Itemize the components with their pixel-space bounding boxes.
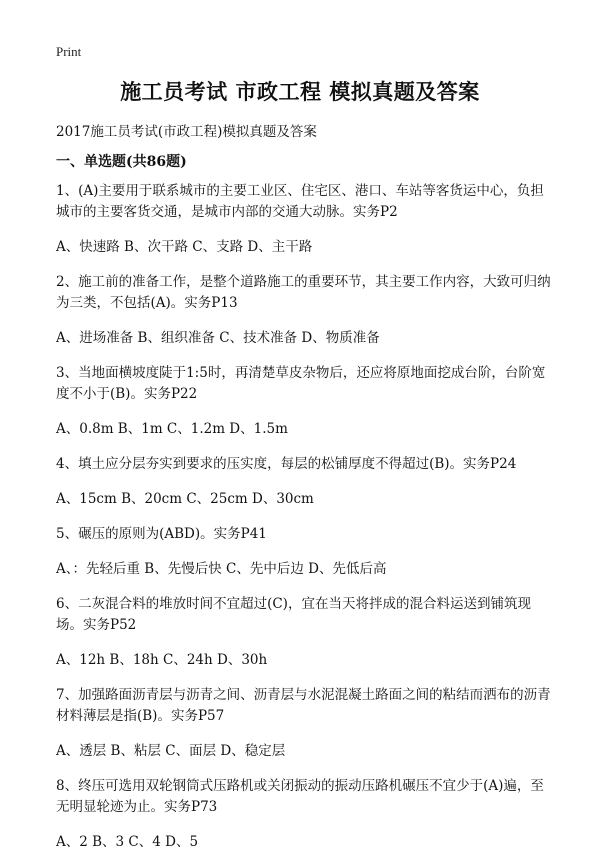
question-options: A、2 B、3 C、4 D、5 <box>56 834 199 850</box>
question-text: 4、填土应分层夯实到要求的压实度，每层的松铺厚度不得超过(B)。实务P24 <box>56 456 517 472</box>
print-label: Print <box>56 44 82 59</box>
question-item <box>56 272 556 349</box>
question-text: 8、终压可选用双轮钢筒式压路机或关闭振动的振动压路机碾压不宜少于(A)遍，至无明显轮迹为止。实务P73 <box>56 778 544 815</box>
question-options: A、：先轻后重 B、先慢后快 C、先中后边 D、先低后高 <box>56 561 387 577</box>
question-text: 7、加强路面沥青层与沥青之间、沥青层与水泥混凝土路面之间的粘结而洒布的沥青材料薄层是指(B)。实务P57 <box>56 687 551 724</box>
question-options: A、进场准备 B、组织准备 C、技术准备 D、物质准备 <box>56 330 380 346</box>
document-subtitle: 2017施工员考试(市政工程)模拟真题及答案 <box>56 124 317 140</box>
question-item <box>56 594 556 671</box>
question-text: 1、(A)主要用于联系城市的主要工业区、住宅区、港口、车站等客货运中心，负担城市的主要客货交通，是城市内部的交通大动脉。实务P2 <box>56 183 544 220</box>
question-item <box>56 685 556 762</box>
question-options: A、15cm B、20cm C、25cm D、30cm <box>56 491 314 507</box>
question-item <box>56 181 556 258</box>
question-text: 2、施工前的准备工作，是整个道路施工的重要环节，其主要工作内容，大致可归纳为三类，不包括(A)。实务P13 <box>56 274 551 311</box>
question-item <box>56 776 556 853</box>
question-item <box>56 524 556 580</box>
question-item <box>56 454 556 510</box>
question-item <box>56 363 556 440</box>
question-text: 5、碾压的原则为(ABD)。实务P41 <box>56 526 267 542</box>
question-list <box>56 181 556 867</box>
question-text: 6、二灰混合料的堆放时间不宜超过(C)，宜在当天将拌成的混合料运送到铺筑现场。实务P52 <box>56 596 531 633</box>
question-options: A、透层 B、粘层 C、面层 D、稳定层 <box>56 743 286 759</box>
question-options: A、12h B、18h C、24h D、30h <box>56 652 268 668</box>
page-title: 施工员考试 市政工程 模拟真题及答案 <box>120 80 480 104</box>
question-options: A、快速路 B、次干路 C、支路 D、主干路 <box>56 239 313 255</box>
question-text: 3、当地面横坡度陡于1:5时，再清楚草皮杂物后，还应将原地面挖成台阶，台阶宽度不小于(B)。实务P22 <box>56 365 546 402</box>
section-heading: 一、单选题(共86题) <box>56 154 187 170</box>
question-options: A、0.8m B、1m C、1.2m D、1.5m <box>56 421 288 437</box>
